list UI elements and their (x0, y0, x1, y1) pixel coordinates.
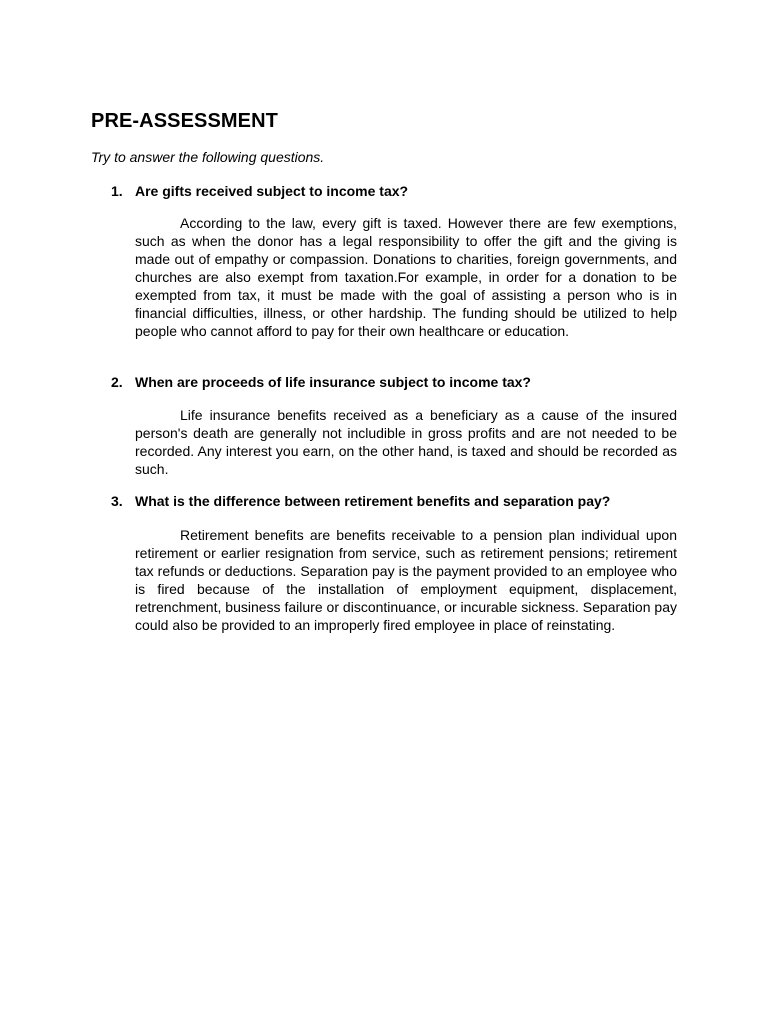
question-item-1 (111, 182, 681, 340)
question-number: 1. (111, 183, 123, 199)
question-heading (111, 373, 681, 391)
question-item-2 (111, 373, 681, 478)
answer-paragraph: Retirement benefits are benefits receivable to a pension plan individual upon retirement or earlier resignation from service, such as retirement pensions; retirement tax refunds or deductions. Separation pay is the payment provided to an employee who is fired because of the installation of employment equipment, displacement, retrenchment, business failure or discontinuance, or incurable sickness. Separation pay could also be provided to an improperly fired employee in place of reinstating. (135, 527, 677, 633)
answer-paragraph: According to the law, every gift is taxed. However there are few exemptions, such as when the donor has a legal responsibility to offer the gift and the giving is made out of empathy or compassion. Donations to charities, foreign governments, and churches are also exempt from taxation.For example, in order for a donation to be exempted from tax, it must be made with the goal of assisting a person who is in financial difficulties, illness, or other hardship. The funding should be utilized to help people who cannot afford to pay for their own healthcare or education. (135, 215, 677, 339)
question-number: 3. (111, 493, 123, 509)
page-title: PRE-ASSESSMENT (91, 110, 278, 132)
question-heading (111, 182, 681, 200)
question-text: Are gifts received subject to income tax? (135, 183, 409, 199)
question-heading (111, 492, 681, 510)
question-number: 2. (111, 374, 123, 390)
question-item-3 (111, 492, 681, 634)
question-text: What is the difference between retirement benefits and separation pay? (135, 493, 611, 509)
question-text: When are proceeds of life insurance subject to income tax? (135, 374, 531, 390)
instructions-text: Try to answer the following questions. (91, 149, 325, 165)
answer-paragraph: Life insurance benefits received as a beneficiary as a cause of the insured person's death are generally not includible in gross profits and are not needed to be recorded. Any interest you earn, on the other hand, is taxed and should be recorded as such. (135, 407, 677, 477)
